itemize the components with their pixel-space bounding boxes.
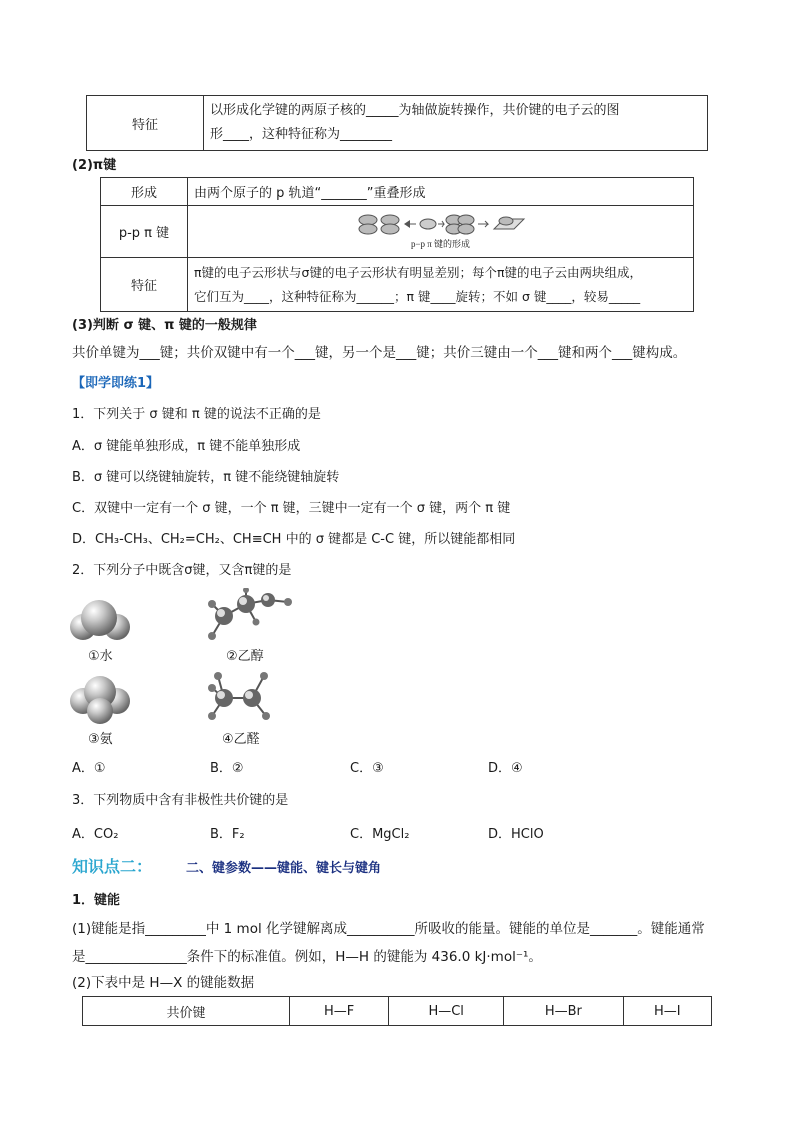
q2-option-a[interactable]: A．① [72,761,106,776]
bond-energy-heading: 1．键能 [72,893,121,908]
q2-option-b[interactable]: B．② [210,761,244,776]
pi-bond-table [100,177,694,312]
rule-heading: (3)判断 σ 键、π 键的一般规律 [72,318,257,333]
q2-option-d[interactable]: D．④ [488,761,523,776]
q1-option-b[interactable]: B．σ 键可以绕键轴旋转，π 键不能绕键轴旋转 [72,470,340,485]
pi-feature-line1: π键的电子云形状与σ键的电子云形状有明显差别；每个π键的电子云由两块组成， [194,264,642,280]
bond-energy-table-intro: (2)下表中是 H—X 的键能数据 [72,975,255,991]
pp-pi-formation-diagram [356,213,526,235]
practice-heading: 【即学即练1】 [72,376,160,391]
ethanol-molecule-image [204,588,294,640]
header-h-cl: H—Cl [389,997,504,1026]
q3-option-d[interactable]: D．HClO [488,827,544,842]
acetaldehyde-molecule-image [204,670,284,724]
q2-stem: 2．下列分子中既含σ键，又含π键的是 [72,563,292,578]
header-covalent-bond: 共价键 [83,997,290,1026]
molecule-label-water: ①水 [88,649,113,664]
q3-option-b[interactable]: B．F₂ [210,827,245,842]
q3-stem: 3．下列物质中含有非极性共价键的是 [72,793,289,808]
hx-bond-energy-table [82,996,712,1026]
rule-text: 共价单键为___键；共价双键中有一个___键，另一个是___键；共价三键由一个___键和两个___键构成。 [72,345,687,361]
feature-text-line1: 以形成化学键的两原子核的_____为轴做旋转操作，共价键的电子云的图 [210,103,620,118]
formation-text: 由两个原子的 p 轨道“_______”重叠形成 [188,178,694,206]
bond-energy-definition-line1: (1)键能是指_________中 1 mol 化学键解离成__________所吸收的能量。键能的单位是_______。键能通常 [72,921,705,937]
feature-text-line2: 形____，这种特征称为________ [210,127,393,142]
header-h-br: H—Br [504,997,624,1026]
q1-option-d[interactable]: D．CH₃-CH₃、CH₂=CH₂、CH≡CH 中的 σ 键都是 C-C 键，所以键能都相同 [72,532,516,547]
bond-energy-definition-line2: 是_______________条件下的标准值。例如，H—H 的键能为 436.0 kJ·mol⁻¹。 [72,949,542,965]
knowledge-point-two-subtitle: 二、键参数——键能、键长与键角 [186,861,382,876]
pp-pi-label: p-p π 键 [101,206,188,258]
formation-label: 形成 [101,178,188,206]
pi-feature-line2: 它们互为____，这种特征称为______；π 键____旋转；不如 σ 键____，较易_____ [194,288,641,304]
knowledge-point-two-title: 知识点二： [72,857,153,876]
water-molecule-image [70,600,132,642]
ammonia-molecule-image [70,676,132,722]
q1-option-c[interactable]: C．双键中一定有一个 σ 键，一个 π 键，三键中一定有一个 σ 键，两个 π 键 [72,501,511,516]
pi-feature-label: 特征 [101,258,188,312]
q3-option-c[interactable]: C．MgCl₂ [350,827,410,842]
molecule-label-ethanol: ②乙醇 [226,649,264,664]
q1-option-a[interactable]: A．σ 键能单独形成，π 键不能单独形成 [72,439,301,454]
feature-label: 特征 [87,96,204,151]
q2-option-c[interactable]: C．③ [350,761,384,776]
feature-table [86,95,708,151]
header-h-i: H—I [623,997,711,1026]
header-h-f: H—F [290,997,389,1026]
q1-stem: 1．下列关于 σ 键和 π 键的说法不正确的是 [72,407,321,422]
q3-option-a[interactable]: A．CO₂ [72,827,119,842]
molecule-label-ammonia: ③氨 [88,732,113,747]
pp-pi-caption: p−p π 键的形成 [410,239,471,249]
molecule-label-acetaldehyde: ④乙醛 [222,732,260,747]
pi-bond-heading: (2)π键 [72,158,117,173]
